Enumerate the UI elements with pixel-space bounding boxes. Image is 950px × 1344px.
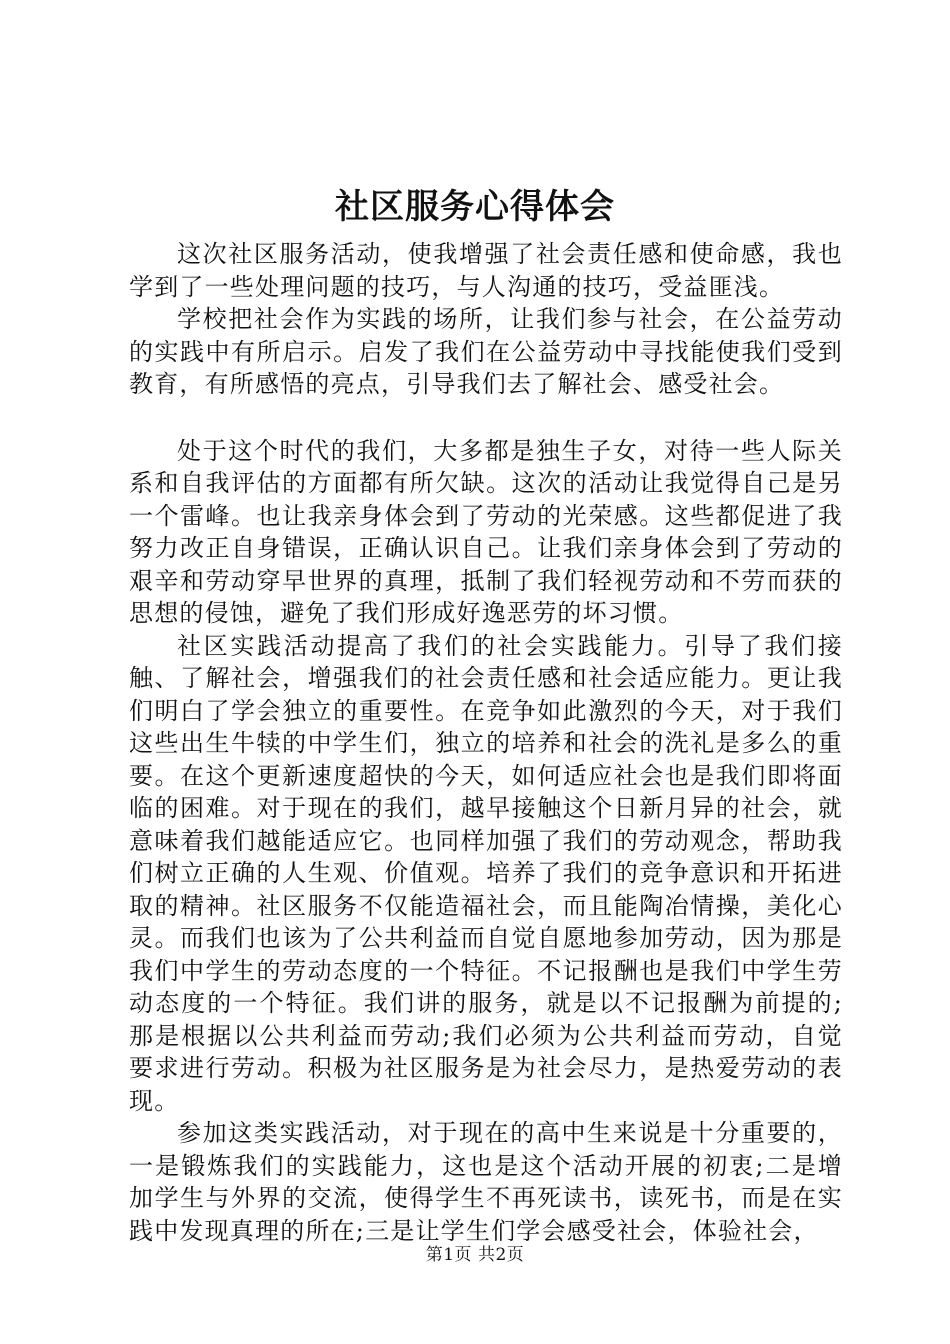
document-title: 社区服务心得体会 bbox=[335, 187, 615, 227]
paragraph-3: 处于这个时代的我们，大多都是独生子女，对待一些人际关系和自我评估的方面都有所欠缺。这次的活动让我觉得自己是另一个雷峰。也让我亲身体会到了劳动的光荣感。这些都促进了我努力改正自身错误，正确认识自己。让我们亲身体会到了劳动的艰辛和劳动穿早世界的真理，抵制了我们轻视劳动和不劳而获的思想的侵蚀，避免了我们形成好逸恶劳的坏习惯。 bbox=[129, 436, 843, 627]
paragraph-4: 社区实践活动提高了我们的社会实践能力。引导了我们接触、了解社会，增强我们的社会责任感和社会适应能力。更让我们明白了学会独立的重要性。在竞争如此激烈的今天，对于我们这些出生牛犊的中学生们，独立的培养和社会的洗礼是多么的重要。在这个更新速度超快的今天，如何适应社会也是我们即将面临的困难。对于现在的我们，越早接触这个日新月异的社会，就意味着我们越能适应它。也同样加强了我们的劳动观念，帮助我们树立正确的人生观、价值观。培养了我们的竞争意识和开拓进取的精神。社区服务不仅能造福社会，而且能陶冶情操，美化心灵。而我们也该为了公共利益而自觉自愿地参加劳动，因为那是我们中学生的劳动态度的一个特征。不记报酬也是我们中学生劳动态度的一个特征。我们讲的服务，就是以不记报酬为前提的;那是根据以公共利益而劳动;我们必须为公共利益而劳动，自觉要求进行劳动。积极为社区服务是为社会尽力，是热爱劳动的表现。 bbox=[129, 631, 843, 1115]
paragraph-1: 这次社区服务活动，使我增强了社会责任感和使命感，我也学到了一些处理问题的技巧，与人沟通的技巧，受益匪浅。 bbox=[129, 240, 843, 301]
document-body bbox=[129, 238, 843, 1247]
paragraph-2: 学校把社会作为实践的场所，让我们参与社会，在公益劳动的实践中有所启示。启发了我们在公益劳动中寻找能使我们受到教育，有所感悟的亮点，引导我们去了解社会、感受社会。 bbox=[129, 305, 843, 398]
page-number-footer: 第1页 共2页 bbox=[425, 1245, 525, 1265]
paragraph-5: 参加这类实践活动，对于现在的高中生来说是十分重要的，一是锻炼我们的实践能力，这也是这个活动开展的初衷;二是增加学生与外界的交流，使得学生不再死读书，读死书，而是在实践中发现真理的所在;三是让学生们学会感受社会，体验社会， bbox=[129, 1119, 843, 1245]
